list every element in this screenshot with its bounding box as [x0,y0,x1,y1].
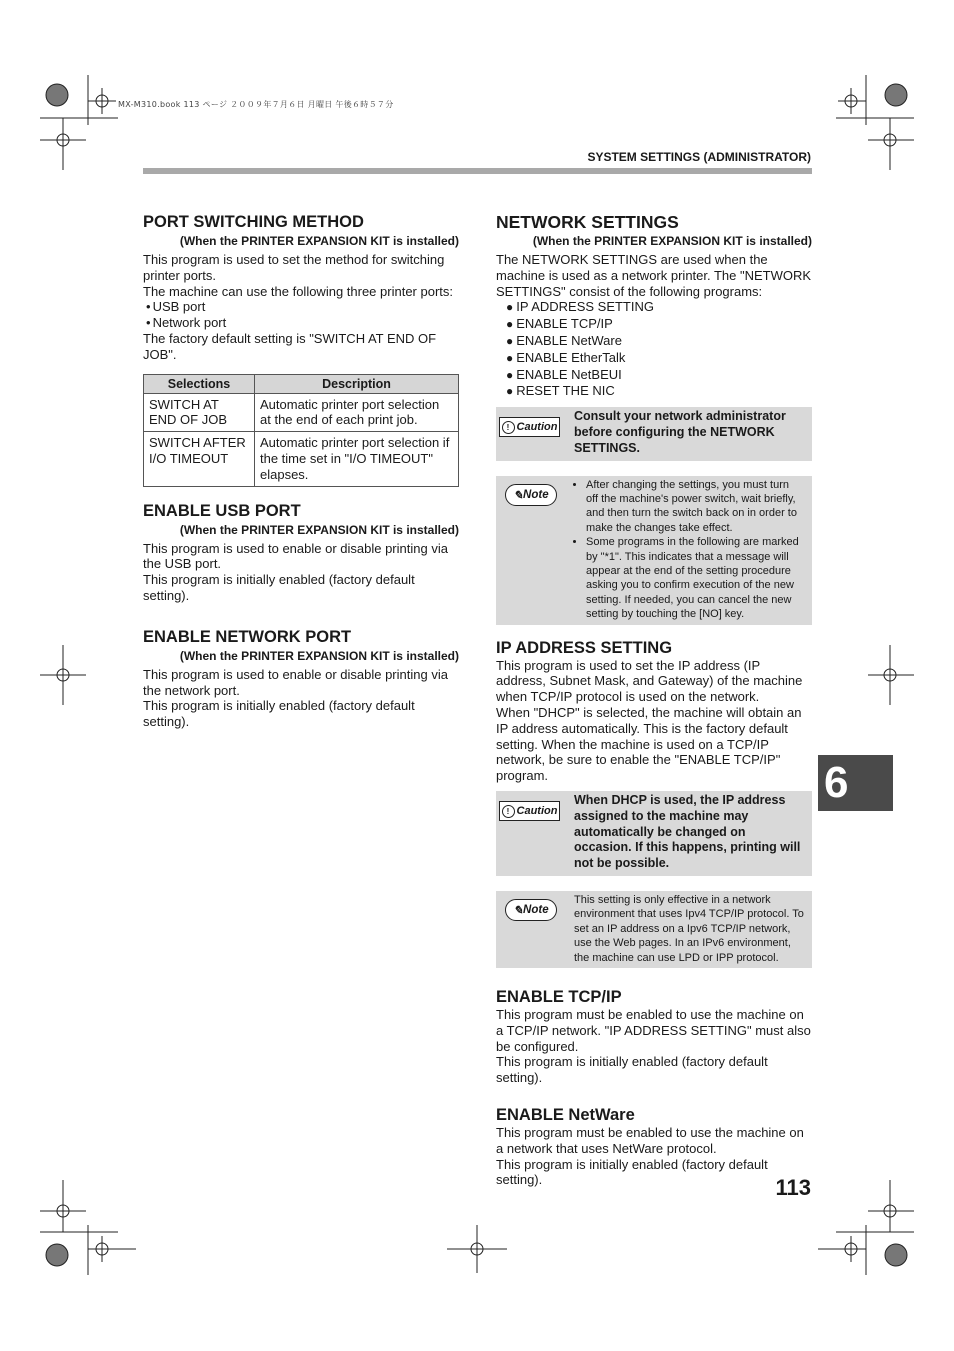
table-header: Selections [144,374,255,393]
port-switching-section [143,212,459,487]
section-title: PORT SWITCHING METHOD [143,213,364,231]
note-label: Note [523,903,549,916]
table-header: Description [255,374,459,393]
condition-note: (When the PRINTER EXPANSION KIT is installed) [179,648,459,663]
section-title: ENABLE NetWare [496,1106,635,1124]
enable-network-section [143,627,459,730]
print-info: MX-M310.book 113 ページ ２００９年７月６日 月曜日 午後６時５７分 [118,100,394,109]
right-column [496,212,812,1188]
list-item: ● ENABLE NetWare [506,333,812,350]
table-row [144,432,459,486]
caution-label: Caution [516,421,558,434]
paragraph: The factory default setting is "SWITCH AT END OF JOB". [143,330,437,362]
enable-tcpip-section [496,987,812,1086]
paragraph: The NETWORK SETTINGS are used when the machine is used as a network printer. The "NETWORK SETTINGS" consist of the following programs: [496,252,812,299]
section-title: ENABLE NETWORK PORT [143,627,352,646]
paragraph: This program is used to enable or disable printing via the network port. [143,666,448,698]
condition-note: (When the PRINTER EXPANSION KIT is installed) [179,234,459,248]
list-item: ● ENABLE EtherTalk [506,350,812,367]
list-item: ● RESET THE NIC [506,383,812,400]
caution-text: Consult your network administrator before configuring the NETWORK SETTINGS. [574,409,786,455]
page-number: 113 [775,1175,811,1200]
paragraph: This program must be enabled to use the machine on a network that uses NetWare protocol. [496,1125,804,1156]
caution-icon: ! Caution [499,417,560,437]
caution-text: When DHCP is used, the IP address assigned to the machine may automatically be changed on occasion. If this happens, printing will not be possible. [574,793,801,871]
paragraph: This program must be enabled to use the machine on a TCP/IP network. "IP ADDRESS SETTING" must also be configured. [496,1007,811,1054]
note-body: This setting is only effective in a network environment that uses Ipv4 TCP/IP protocol. To set an IP address on a Ipv6 TCP/IP network, use the Web pages. In an IPv6 environment, the machine can use LPD or IPP protocol. [574,893,804,964]
note-item: • After changing the settings, you must turn off the machine's power switch, wait briefly, and then turn the switch back on in order to make the changes take effect. [586,478,804,536]
list-item: • Network port [143,315,459,331]
enable-usb-section [143,501,459,604]
note-item: • Some programs in the following are marked by "*1". This indicates that a message will appear at the end of the setting procedure asking you to confirm execution of the new setting. If needed, you can cancel the new setting by touching the [NO] key. [586,535,804,621]
paragraph: The machine can use the following three printer ports: [143,283,454,299]
note-box [496,476,812,625]
paragraph: This program is used to set the IP address (IP address, Subnet Mask, and Gateway) of the machine when TCP/IP protocol is used on the network. [496,657,803,705]
program-list [496,299,812,400]
left-column [143,212,459,730]
paragraph: This program is used to set the method for switching printer ports. [143,252,445,283]
paragraph: This program is initially enabled (factory default setting). [496,1054,768,1086]
section-title: IP ADDRESS SETTING [496,638,673,657]
caution-icon: ! Caution [499,801,560,821]
list-item: ● ENABLE TCP/IP [506,316,812,333]
header-rule [143,168,812,174]
paragraph: This program is initially enabled (factory default setting). [143,698,415,730]
paragraph: When "DHCP" is selected, the machine will obtain an IP address automatically. This is the factory default setting. When the machine is used on a TCP/IP network, be sure to enable the "ENABLE TCP/IP" program. [496,705,802,784]
paragraph: This program is used to enable or disable printing via the USB port. [143,540,448,572]
table-cell: Automatic printer port selection at the end of each print job. [255,393,459,432]
paragraph: This program is initially enabled (factory default setting). [143,572,415,603]
table-cell: SWITCH AT END OF JOB [144,393,255,432]
list-item: ● ENABLE NetBEUI [506,367,812,384]
table-cell: SWITCH AFTER I/O TIMEOUT [144,432,255,486]
network-settings-section [496,212,812,625]
note-label: Note [523,488,549,501]
paragraph: This program is initially enabled (factory default setting). [496,1156,768,1188]
condition-note: (When the PRINTER EXPANSION KIT is installed) [179,522,459,537]
note-icon: ✎ Note [505,484,557,506]
note-box [496,891,812,968]
enable-netware-section [496,1105,812,1188]
table-row [144,393,459,432]
section-title: NETWORK SETTINGS [496,212,679,232]
list-item: ● IP ADDRESS SETTING [506,299,812,316]
caution-box [496,407,812,460]
header-title: SYSTEM SETTINGS (ADMINISTRATOR) [587,150,811,164]
caution-label: Caution [516,805,558,817]
selections-table [143,374,459,487]
section-title: ENABLE TCP/IP [496,988,622,1007]
table-cell: Automatic printer port selection if the time set in "I/O TIMEOUT" elapses. [255,432,459,486]
condition-note: (When the PRINTER EXPANSION KIT is installed) [532,234,812,248]
note-icon: ✎ Note [505,899,557,921]
caution-box [496,791,812,876]
section-title: ENABLE USB PORT [143,501,301,520]
chapter-tab: 6 [818,755,893,811]
ip-address-section [496,638,812,968]
list-item: • USB port [143,299,459,315]
